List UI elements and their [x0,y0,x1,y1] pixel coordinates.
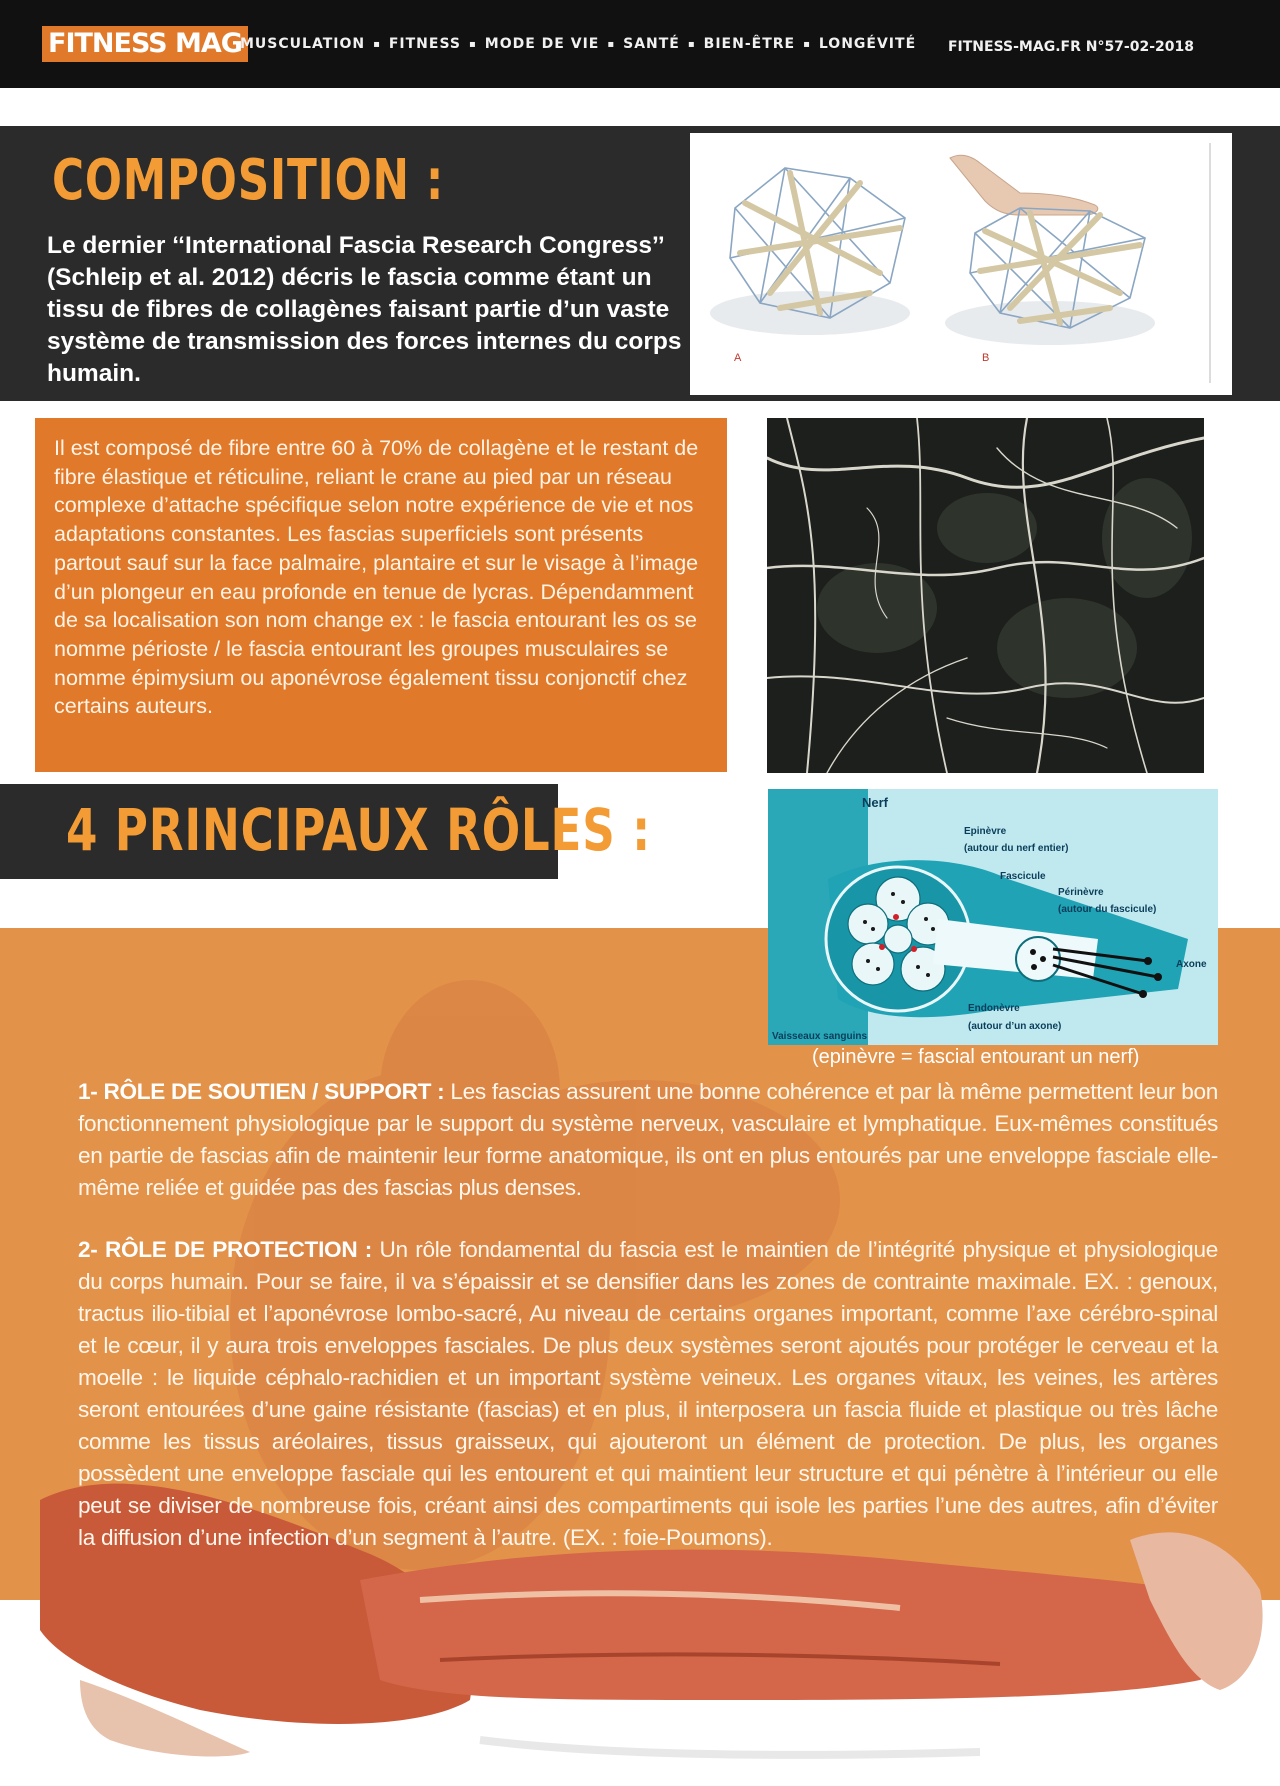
figure-label-b: B [982,352,990,364]
nav-item-musculation[interactable]: MUSCULATION [240,36,366,52]
main-nav [240,36,916,52]
issue-info: FITNESS-MAG.FR N°57-02-2018 [947,39,1194,55]
nerve-caption: (epinèvre = fascial entourant un nerf) [812,1046,1140,1068]
composition-paragraph: Il est composé de fibre entre 60 à 70% de collagène et le restant de fibre élastique et réticuline, reliant le crane au pied par un réseau complexe d’attache spécifique selon notre expérience de vie et nos adaptations constantes. Les fascias superficiels sont présents partout sauf sur la face palmaire, plantaire et sur le visage à l’image d’un plongeur en eau profonde en tenue de lycras. Dépendamment de sa localisation son nom change ex : le fascia entourant les os se nomme périoste / le fascia entourant les groupes musculaires se nomme épimysium ou aponévrose également tissu conjonctif chez certains auteurs. [54,436,699,719]
nav-item-sante[interactable]: SANTÉ [623,36,680,52]
label-epinevre: Epinèvre [964,826,1007,837]
nav-separator: ▪ [803,38,811,50]
label-endonevre-sub: (autour d’un axone) [968,1021,1062,1032]
figure-label-a: A [734,352,742,364]
nerve-diagram [768,789,1218,1045]
nav-separator: ▪ [687,38,696,50]
role-protection [78,1234,1218,1554]
nav-separator: ▪ [373,38,381,50]
magazine-logo[interactable]: FITNESS MAG [42,26,248,62]
nav-item-fitness[interactable]: FITNESS [388,36,461,52]
role-support-text: Les fascias assurent une bonne cohérence et par là même permettent leur bon fonctionnement physiologique par le support du système nerveux, vasculaire et lymphatique. Eux-mêmes constitués en partie de fascias afin de maintenir leur forme anatomique, ils ont en plus entourés par une enveloppe fasciale elle-même reliée et guidée pas des fascias plus denses. [78,1079,1218,1200]
label-perinevre-sub: (autour du fascicule) [1058,904,1157,915]
nav-separator: ▪ [607,38,616,50]
role-protection-text: Un rôle fondamental du fascia est le maintien de l’intégrité physique et physiologique du corps humain. Pour se faire, il va s’épaissir et se densifier dans les zones de contrainte maximale. EX. : genoux, tractus ilio-tibial et l’aponévrose lombo-sacré, Au niveau de certains organes important, comme l’axe cérébro-spinal et le cœur, il y aura trois enveloppes fasciales. De plus deux systèmes seront ajoutés pour protéger le cerveau et la moelle : le liquide céphalo-rachidien et un important système veineux. Les organes vitaux, les veines, les artères seront entourées d’une gaine résistante (fascias) et en plus, il interposera un fascia fluide et plastique ou très lâche comme les tissus aréolaires, tissus graisseux, qui ajouteront un élément de protection. De plus, les organes possèdent une enveloppe fasciale qui les entourent et qui maintient leur structure et qui pénètre à l’intérieur ou elle peut se diviser de nombreuse fois, créant ainsi des compartiments qui isole les parties l’une des autres, afin d’éviter la diffusion d’une infection d’un segment à l’autre. (EX. : foie-Poumons). [78,1237,1218,1550]
label-endonevre: Endonèvre [968,1003,1020,1014]
label-perinevre: Périnèvre [1058,887,1104,898]
nerve-cross-section [768,789,1218,1045]
composition-intro: Le dernier ‘‘International Fascia Research Congress’’ (Schleip et al. 2012) décris le fascia comme étant un tissu de fibres de collagènes faisant partie d’un vaste système de transmission des forces internes du corps humain. [47,232,682,387]
label-vaisseaux: Vaisseaux sanguins [772,1031,868,1042]
nav-separator: ▪ [469,38,477,50]
nav-item-mode-de-vie[interactable]: MODE DE VIE [484,36,600,52]
label-axone: Axone [1176,959,1207,970]
roles-title: 4 PRINCIPAUX RÔLES : [66,796,651,864]
label-fascicule: Fascicule [1000,871,1046,882]
tensegrity-illustration [690,133,1232,395]
tensegrity-figure [690,133,1232,395]
role-support-heading: 1- RÔLE DE SOUTIEN / SUPPORT : [78,1079,445,1104]
role-support [78,1076,1218,1204]
nav-item-bien-etre[interactable]: BIEN-ÊTRE [703,36,796,52]
role-protection-heading: 2- RÔLE DE PROTECTION : [78,1237,373,1262]
nav-item-longevite[interactable]: LONGÉVITÉ [818,36,917,52]
composition-title: COMPOSITION : [52,148,445,213]
micrograph-fibers [767,418,1204,773]
label-epinevre-sub: (autour du nerf entier) [964,843,1069,854]
fascia-micrograph [767,418,1204,773]
label-nerf: Nerf [862,795,889,810]
